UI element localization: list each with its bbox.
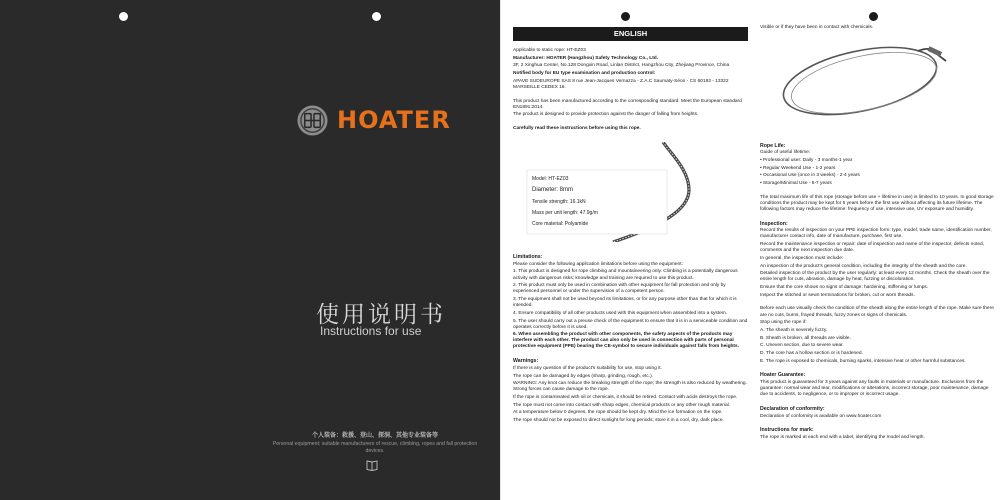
inspection-item: In general, the inspection must include:: [760, 255, 844, 261]
warnings-title: Warnings:: [513, 358, 539, 365]
title-english: Instructions for use: [320, 324, 422, 338]
cover-footer: [270, 432, 480, 455]
limitations-item: 4. Ensure compatibility of all other products used with this equipment when assembled into a system.: [513, 310, 728, 316]
binding-hole: [869, 12, 878, 21]
stop-using-item: E. The rope is exposed to chemicals, burning sparks, intensive heat or other harmful substances.: [760, 358, 966, 364]
stop-using-title: Stop using the rope if:: [760, 320, 807, 326]
binding-hole: [119, 12, 128, 21]
inspection-title: Inspection:: [760, 220, 788, 227]
protection-note: The product is designed to provide protection against the danger of falling from heights.: [513, 112, 699, 118]
english-column-1: [513, 27, 748, 426]
warnings-item: The rope should not be exposed to direct sunlight for long periods; store it in a cool, dry, dark place.: [513, 418, 724, 424]
guarantee-title: Hoater Guarantee:: [760, 372, 806, 379]
rope-diagram: [513, 142, 748, 242]
warnings-item: If the rope is contaminated with oil or chemicals, it should be retired. Contact with acids destroys the rope.: [513, 395, 738, 400]
spec-core-material: Core material: Polyamide: [532, 221, 589, 228]
marking-text: The rope is marked at each end with a label, identifying the model and length.: [760, 435, 925, 440]
manufacturer-address: 3F, 2 Xinghua Center, No.128 Dongxin Road, Linlan District, Hangzhou City, Zhejiang Province, China: [513, 63, 730, 69]
limitations-item: 1. This product is designed for rope climbing and mountaineering only. Climbing is a potentially dangerous activity with dangerous risks; knowledge and training are required to use this product.: [513, 269, 738, 281]
read-notice: Carefully read these instructions before using this rope.: [513, 126, 641, 131]
language-banner: ENGLISH: [513, 27, 748, 41]
applicable-model: Applicable to static rope: HT-EZ03: [513, 48, 586, 53]
brand-name: HOATER: [337, 106, 451, 134]
notified-body: APAVE SUDEUROPE SAS 8 rue Jean-Jacques Vernazza - Z.A.C Saumaty-Séon - CS 60193 - 13322 MARSEILLE CEDEX 16.: [513, 78, 729, 90]
warnings-item: If there is any question of the product's suitability for use, stop using it.: [513, 365, 662, 371]
english-column-2: [760, 25, 995, 443]
binding-hole: [621, 12, 630, 21]
limitations-item: Please consider the following application limitations before using the equipment:: [513, 261, 683, 267]
logo-mark-icon: [296, 104, 329, 137]
stop-using-item: D. The core has a hollow section or is hardened.: [760, 351, 863, 356]
rope-coil-diagram: [760, 33, 995, 143]
rope-life-item: • Occasional Use (once in 3 weeks) - 2-4 years: [760, 173, 860, 179]
marking-title: Instructions for mark:: [760, 427, 814, 434]
footer-english: Personal equipment: suitable manufacturers of rescue, climbing, ropes and fall protection devices.: [272, 441, 478, 454]
rope-life-item: • Storage/Minimal Use - 5-7 years: [760, 181, 832, 187]
rope-life-item: • Regular Weekend Use - 1-2 years: [760, 165, 836, 171]
english-page-right: [750, 0, 1000, 500]
rope-life-intro: Guide of useful lifetime:: [760, 150, 811, 156]
coil-caption: Visible or if they have been in contact with chemicals.: [760, 25, 874, 30]
spec-model: Model: HT-EZ03: [532, 176, 569, 183]
stop-using-item: B. Sheath is broken, all threads are visible.: [760, 335, 851, 341]
binding-hole: [372, 12, 381, 21]
spec-tensile-strength: Tensile strength: 16.1kN: [532, 199, 586, 206]
spec-mass-per-length: Mass per unit length: 47.9g/m: [532, 210, 598, 217]
declaration-text: Declaration of conformity is available on www.hoater.com: [760, 413, 882, 419]
inspection-item: Record the maintenance inspection or repair: date of inspection and name of the inspector, defects noted, comments and the next inspection due date.: [760, 242, 984, 254]
notified-body-title: Notified body for EU type examination and production control:: [513, 71, 656, 77]
book-icon: [366, 460, 378, 471]
footer-chinese: 个人装备：救援、登山、探洞、其他专业装备等: [311, 433, 438, 439]
warnings-item: The rope must not come into contact with sharp edges, chemical products or any other rough material.: [513, 402, 731, 408]
inspection-item: Inspect the stitched or sewn terminations for broken, cut or worn threads.: [760, 292, 915, 298]
guarantee-text: This product is guaranteed for 3 years against any faults in materials or manufacture. Exclusions from the guarantee: normal wear and tear, modifications or alterations, incorrect storage, poor maintenance, damage due to accidents, to negligence, or to improper or incorrect usage.: [760, 380, 989, 398]
spec-diameter: Diameter: 8mm: [532, 187, 574, 194]
title-chinese: 使用说明书: [316, 301, 446, 327]
stop-using-item: C. Uneven section, due to severe wear.: [760, 343, 844, 349]
brand-logo: [296, 103, 451, 137]
limitations-title: Limitations:: [513, 254, 543, 261]
limitations-item: 3. The equipment shall not be used beyond its limitations, or for any purpose other than that for which it is intended.: [513, 297, 737, 309]
sheath-check: Before each use visually check the condition of the sheath along the entire length of the rope. Make sure there are no cuts, burns, frayed threads, fuzzy zones or signs of chemicals.: [760, 306, 994, 318]
inspection-item: Record the results of inspection on your PPE inspection form: type, model, trade name, identification number, manufacturer contact info, date of manufacture, purchase, first use.: [760, 228, 992, 240]
declaration-title: Declaration of conformity:: [760, 405, 825, 412]
inspection-item: Ensure that the core shows no signs of damage: hardening, stiffening or lumps.: [760, 285, 929, 291]
warnings-item: WARNING: Any knot can reduce the breaking strength of the rope; the strength is also reduced by weathering. Strong forces can cause damage to the rope.: [513, 381, 747, 393]
limitations-item: 2. This product must only be used in combination with other equipment for fall protection and only by experienced personnel or under the supervision of a competent person.: [513, 283, 726, 295]
rope-life-title: Rope Life:: [760, 142, 786, 149]
warnings-item: The rope can be damaged by edges (sharp, grinding, rough, etc.).: [513, 373, 653, 379]
rope-life-item: • Professional user: Daily - 3 months-1 year: [760, 158, 853, 164]
inspection-item: An inspection of the product's general condition, including the integrity of the sheath and the core.: [760, 263, 967, 269]
rope-life-note: The total maximum life of this rope (storage before use + lifetime in use) is limited to 10 years. In good storage conditions the product may be kept for 5 years before the first use without affecting its future lifetime. The following factors may reduce the lifetime: frequency of use, intensive use, UV exposure and humidity.: [760, 194, 994, 212]
stop-using-item: A. The sheath is severely fuzzy.: [760, 327, 828, 333]
manufacturer: Manufacturer: HOATER (Hangzhou) Safety Technology Co., Ltd.: [513, 55, 659, 61]
limitations-item: 5. The user should carry out a preuse check of the equipment to ensure that it is in a serviceable condition and operates correctly before it is used.: [513, 318, 748, 330]
warnings-item: At a temperature below 0 degrees, the rope should be kept dry. Mind the ice formation on the rope.: [513, 410, 723, 416]
limitations-item: 6. When assembling the product with other components, the safety aspects of the products may interfere with each other. The product can also only be used in connection with parts of personal protective equipment (PPE) bearing the CE-symbol to secure individuals against falls from heights.: [513, 332, 740, 350]
standard-note: This product has been manufactured according to the corresponding standard. Meet the European standard EN1891:2014.: [513, 98, 742, 110]
rope-coil-illustration: [760, 33, 995, 143]
inspection-item: Detailed inspection of the product by the user regularly: at least every 12 months. Check the sheath over the entire length for cuts, abrasion, damage by heat, fuzzing or discoloration.: [760, 271, 990, 283]
english-page-left: [500, 0, 750, 500]
